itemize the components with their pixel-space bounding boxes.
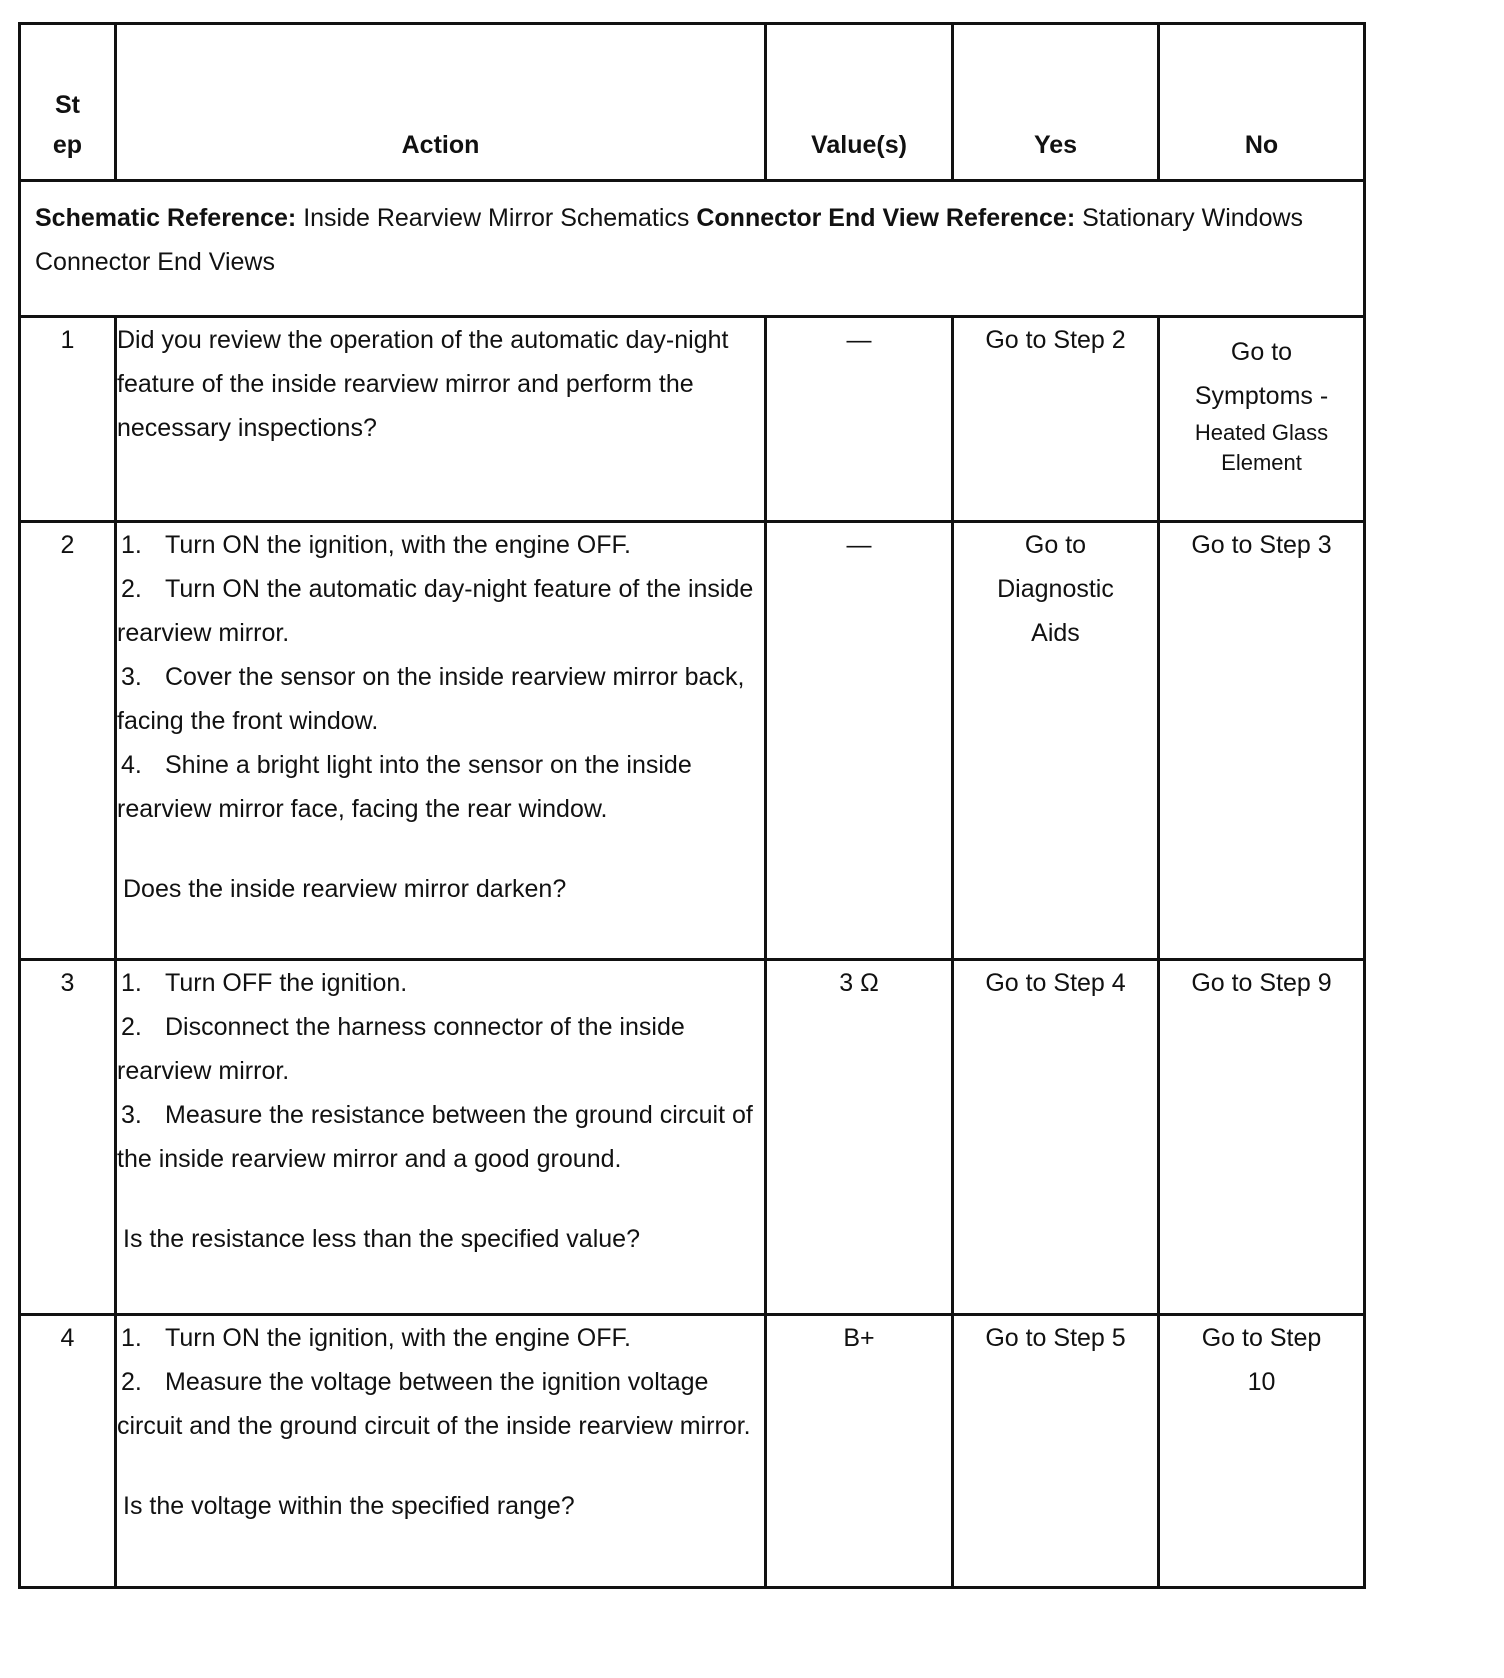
list-item-text: Turn ON the ignition, with the engine OFF. [165,531,631,559]
table-row [20,317,1365,522]
list-number: 2. [121,575,142,603]
list-item-text: Shine a bright light into the sensor on the inside rearview mirror face, facing the rear window. [117,751,692,823]
schematic-reference-label: Schematic Reference: [35,204,297,232]
action-cell [116,317,766,522]
list-item [117,961,764,1005]
header-row [20,24,1365,181]
list-item [117,1093,764,1181]
connector-reference-text: Stationary Windows Connector End Views [35,204,1304,276]
list-number: 1. [121,1324,142,1352]
list-item-text: Turn ON the automatic day-night feature of the inside rearview mirror. [117,575,754,647]
list-item [117,523,764,567]
yes-line: Aids [1031,619,1080,647]
table-row [20,1315,1365,1588]
header-values: Value(s) [766,24,953,181]
step-number: 4 [20,1315,116,1588]
no-cell: Go to Step 3 [1159,522,1365,960]
list-item-text: Turn ON the ignition, with the engine OFF. [165,1324,631,1352]
action-cell [116,522,766,960]
list-item [117,1360,764,1448]
no-line: Symptoms - [1194,382,1329,410]
no-line: Heated Glass [1194,420,1329,445]
list-number: 3. [121,663,142,691]
header-step-line1: St [55,91,80,119]
no-cell [1159,317,1365,522]
header-yes: Yes [953,24,1159,181]
question-text: Is the resistance less than the specified value? [123,1225,640,1253]
yes-cell: Go to Step 4 [953,960,1159,1315]
list-item-text: Disconnect the harness connector of the inside rearview mirror. [117,1013,685,1085]
schematic-reference-text: Inside Rearview Mirror Schematics [303,204,690,232]
header-step [20,24,116,181]
no-line: Element [1221,450,1302,475]
list-number: 1. [121,969,142,997]
list-number: 1. [121,531,142,559]
list-item [117,1005,764,1093]
header-no: No [1159,24,1365,181]
action-text: Did you review the operation of the automatic day-night feature of the inside rearview mirror and perform the necessary inspections? [117,326,729,442]
yes-cell: Go to Step 5 [953,1315,1159,1588]
action-cell [116,960,766,1315]
no-line: Go to Step [1201,1324,1322,1352]
value-cell: — [766,317,953,522]
yes-cell: Go to Step 2 [953,317,1159,522]
value-cell: 3 Ω [766,960,953,1315]
list-item-text: Turn OFF the ignition. [165,969,408,997]
step-number: 3 [20,960,116,1315]
reference-cell [20,181,1365,317]
no-line: 10 [1247,1368,1276,1396]
connector-reference-label: Connector End View Reference: [696,204,1076,232]
question-text: Does the inside rearview mirror darken? [123,875,567,903]
reference-row [20,181,1365,317]
list-item [117,567,764,655]
no-line: Go to [1230,338,1293,366]
value-cell: B+ [766,1315,953,1588]
no-cell: Go to Step 9 [1159,960,1365,1315]
step-number: 2 [20,522,116,960]
header-step-line2: ep [52,131,83,159]
list-number: 2. [121,1013,142,1041]
table-row [20,960,1365,1315]
no-cell [1159,1315,1365,1588]
table-row [20,522,1365,960]
header-action: Action [116,24,766,181]
question-text: Is the voltage within the specified range? [123,1492,575,1520]
diagnostic-table [18,22,1366,1589]
list-item-text: Measure the voltage between the ignition voltage circuit and the ground circuit of the inside rearview mirror. [117,1368,751,1440]
list-number: 4. [121,751,142,779]
list-item-text: Measure the resistance between the ground circuit of the inside rearview mirror and a good ground. [117,1101,753,1173]
list-item-text: Cover the sensor on the inside rearview mirror back, facing the front window. [117,663,745,735]
list-item [117,1316,764,1360]
yes-line: Diagnostic [997,575,1114,603]
list-item [117,743,764,831]
yes-cell [953,522,1159,960]
list-item [117,655,764,743]
list-number: 2. [121,1368,142,1396]
action-cell [116,1315,766,1588]
list-number: 3. [121,1101,142,1129]
yes-line: Go to [1024,531,1087,559]
step-number: 1 [20,317,116,522]
value-cell: — [766,522,953,960]
